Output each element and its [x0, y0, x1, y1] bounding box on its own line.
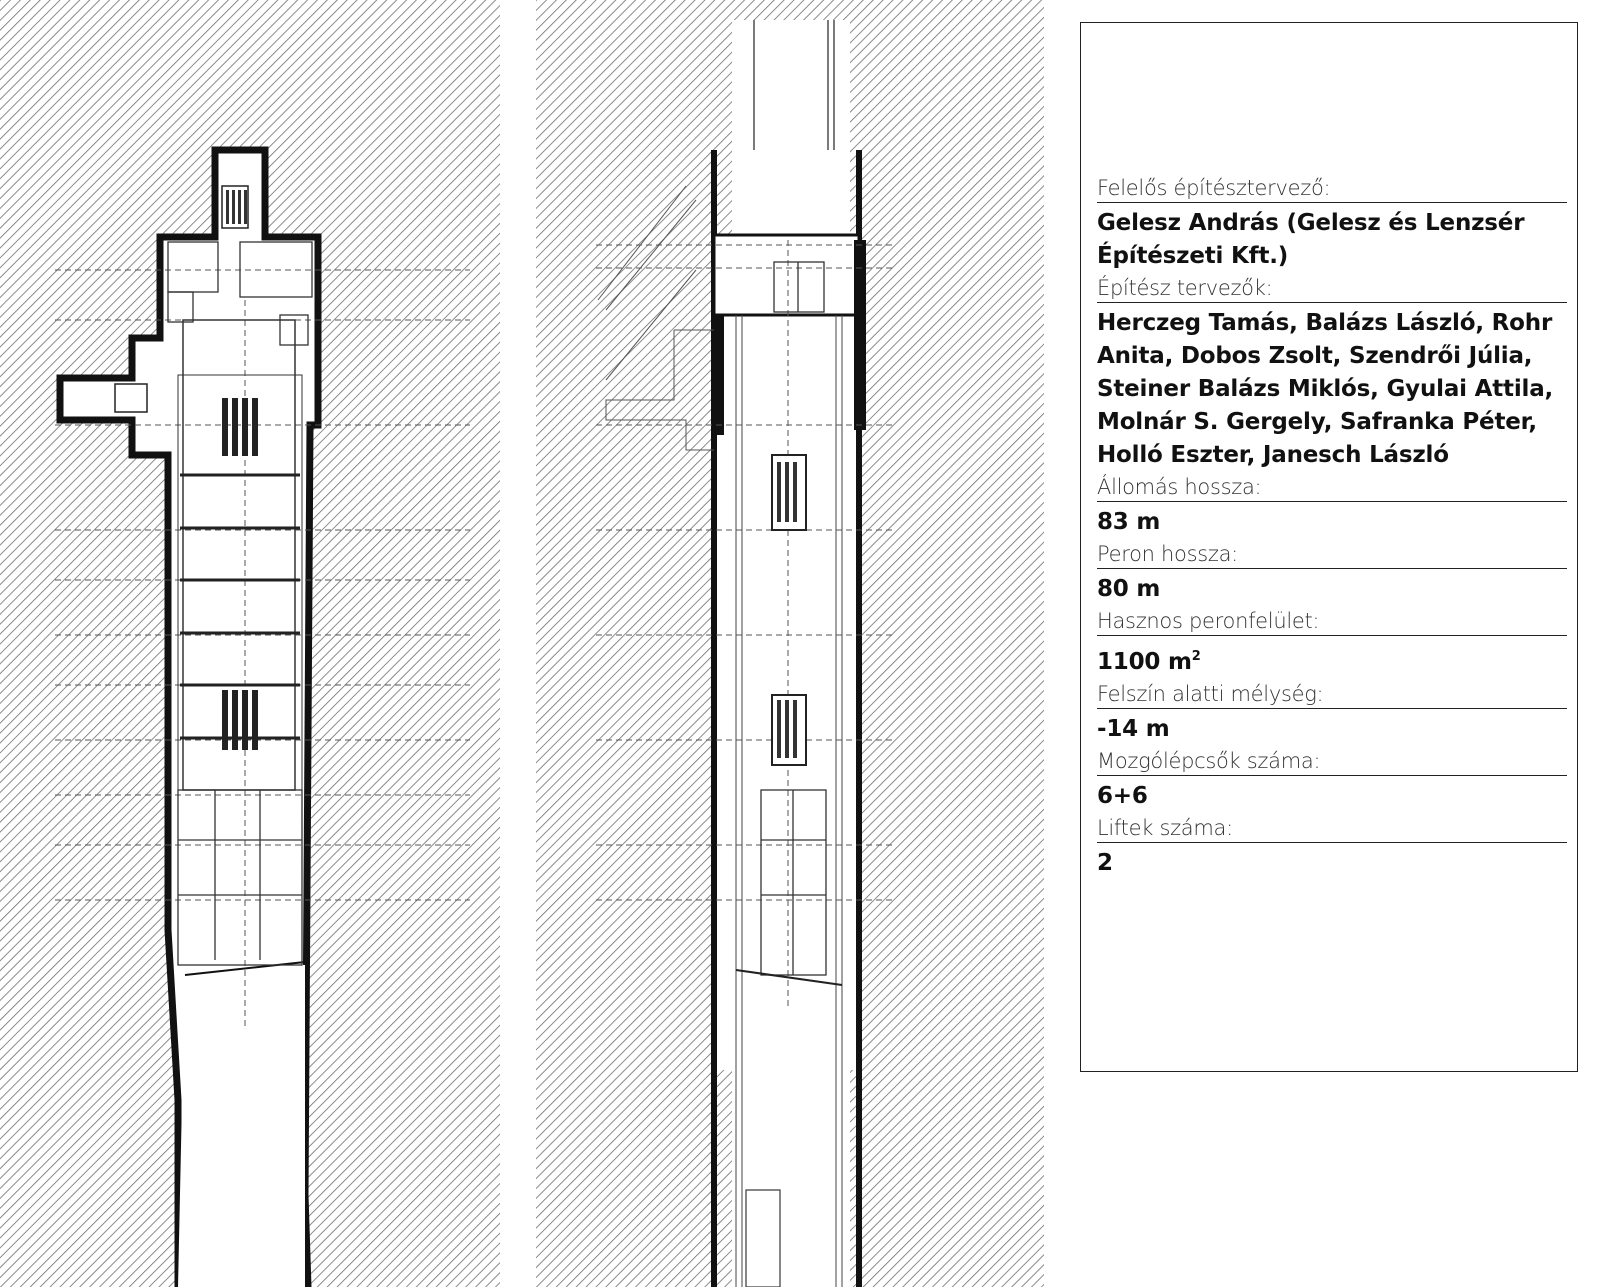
field-platform-length — [1097, 541, 1567, 608]
field-label: Hasznos peronfelület: — [1097, 608, 1567, 636]
field-value: 83 m — [1097, 509, 1161, 535]
field-architects — [1097, 275, 1567, 474]
field-label: Peron hossza: — [1097, 541, 1567, 569]
floor-plan-level-1 — [0, 0, 500, 1287]
area-unit-superscript: 2 — [1191, 649, 1201, 664]
field-lead-architect — [1097, 175, 1567, 275]
escalator-bank-south — [772, 695, 806, 765]
project-info-box — [1080, 22, 1578, 1072]
field-elevators — [1097, 815, 1567, 882]
field-label: Liftek száma: — [1097, 815, 1567, 843]
field-depth — [1097, 681, 1567, 748]
escalator-bank-north — [772, 455, 806, 530]
floor-plan-level-2 — [536, 0, 1044, 1287]
field-escalators — [1097, 748, 1567, 815]
field-value: -14 m — [1097, 716, 1170, 742]
field-label: Állomás hossza: — [1097, 474, 1567, 502]
field-label: Mozgólépcsők száma: — [1097, 748, 1567, 776]
area-number: 1100 m — [1097, 649, 1192, 675]
field-value: 6+6 — [1097, 783, 1148, 809]
field-value — [1097, 636, 1567, 681]
field-value: Herczeg Tamás, Balázs László, Rohr Anita, Dobos Zsolt, Szendrői Júlia, Steiner Balázs Miklós, Gyulai Attila, Molnár S. Gergely, Safranka Péter, Holló Eszter, Janesch László — [1097, 310, 1554, 468]
field-value: Gelesz András (Gelesz és Lenzsér Építészeti Kft.) — [1097, 210, 1525, 269]
field-platform-area — [1097, 608, 1567, 681]
field-value: 2 — [1097, 850, 1113, 876]
field-label: Felelős építésztervező: — [1097, 175, 1567, 203]
project-info-list — [1097, 175, 1567, 882]
field-label: Építész tervezők: — [1097, 275, 1567, 303]
field-station-length — [1097, 474, 1567, 541]
field-value: 80 m — [1097, 576, 1161, 602]
field-label: Felszín alatti mélység: — [1097, 681, 1567, 709]
